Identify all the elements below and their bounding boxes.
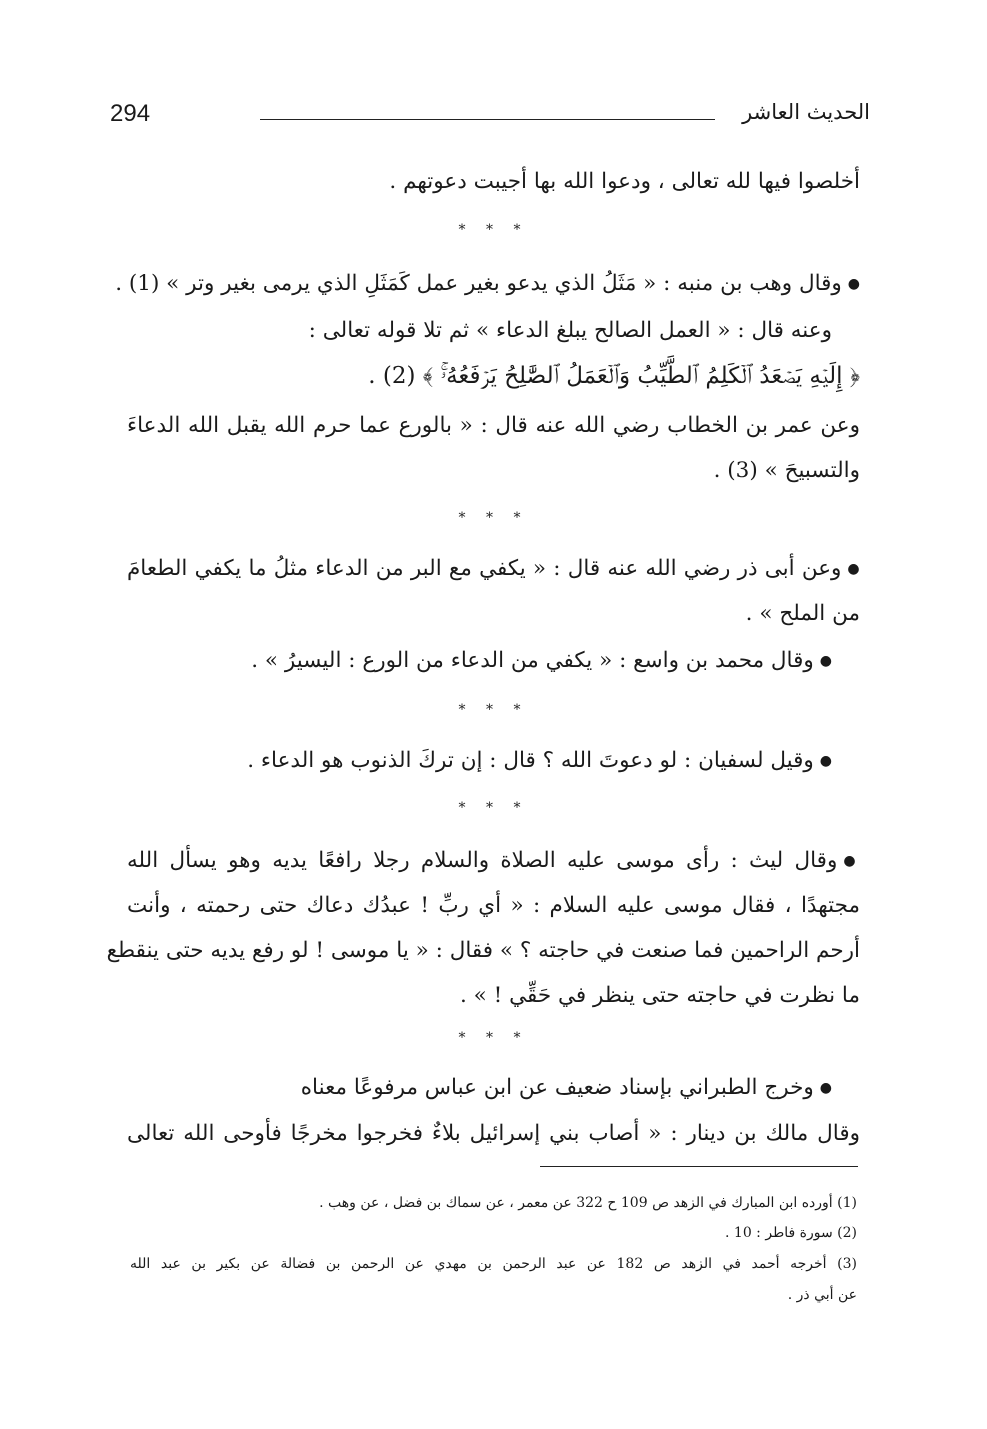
text-line: من الملح » . (745, 601, 860, 626)
running-title: الحديث العاشر (742, 100, 870, 124)
page-header (110, 100, 870, 136)
footnote: (3) أخرجه أحمد في الزهد ص 182 عن عبد الرحمن بن مهدي عن الرحمن بن فضالة عن بكير بن عبد الله (130, 1256, 857, 1272)
section-separator: * * * (458, 510, 529, 526)
bullet-icon: ● (843, 853, 860, 869)
text-line: وعنه قال : « العمل الصالح يبلغ الدعاء » ثم تلا قوله تعالى : (308, 318, 832, 343)
line-text: وقال محمد بن واسع : « يكفي من الدعاء من الورع : اليسيرُ » . (251, 648, 814, 673)
text-line (301, 1072, 832, 1104)
text-line (127, 845, 860, 877)
line-text: وقال وهب بن منبه : « مَثَلُ الذي يدعو بغير عمل كَمَثَلِ الذي يرمى بغير وتر » (1) . (115, 271, 842, 296)
page-number: 294 (110, 100, 151, 127)
text-line: والتسبيحَ » (3) . (713, 458, 860, 483)
line-text: وقيل لسفيان : لو دعوتَ الله ؟ قال : إن تركَ الذنوب هو الدعاء . (247, 748, 814, 773)
bullet-icon: ● (819, 1080, 832, 1096)
footnote: عن أبي ذر . (787, 1287, 857, 1303)
text-line (127, 553, 860, 585)
text-line: ما نظرت في حاجته حتى ينظر في حَقِّي ! » . (459, 983, 860, 1008)
section-separator: * * * (458, 702, 529, 718)
text-line (115, 268, 860, 300)
header-rule (260, 119, 715, 120)
text-line: وعن عمر بن الخطاب رضي الله عنه قال : « بالورع عما حرم الله يقبل الله الدعاءَ (127, 413, 860, 438)
text-line (247, 745, 832, 777)
quran-verse: ﴿ إِلَيۡهِ يَصۡعَدُ ٱلۡكَلِمُ ٱلطَّيِّبُ وَٱلۡعَمَلُ ٱلصَّٰلِحُ يَرۡفَعُهُۥۚ ﴾ (2) . (368, 363, 860, 389)
line-text: وعن أبى ذر رضي الله عنه قال : « يكفي مع البر من الدعاء مثلُ ما يكفي الطعامَ (127, 556, 842, 581)
text-line: أخلصوا فيها لله تعالى ، ودعوا الله بها أجيبت دعوتهم . (389, 169, 860, 194)
text-line: مجتهدًا ، فقال موسى عليه السلام : « أي ربِّ ! عبدُك دعاك حتى رحمته ، وأنت (127, 893, 860, 918)
bullet-icon: ● (847, 561, 860, 577)
footnote-rule (540, 1166, 858, 1167)
text-line: وقال مالك بن دينار : « أصاب بني إسرائيل بلاءٌ فخرجوا مخرجًا فأوحى الله تعالى (127, 1121, 860, 1146)
footnote: (1) أورده ابن المبارك في الزهد ص 109 ح 322 عن معمر ، عن سماك بن فضل ، عن وهب . (319, 1195, 857, 1211)
section-separator: * * * (458, 800, 529, 816)
section-separator: * * * (458, 1030, 529, 1046)
text-line: أرحم الراحمين فما صنعت في حاجته ؟ » فقال : « يا موسى ! لو رفع يديه حتى ينقطع (106, 938, 860, 963)
bullet-icon: ● (819, 653, 832, 669)
section-separator: * * * (458, 222, 529, 238)
bullet-icon: ● (847, 276, 860, 292)
line-text: وقال ليث : رأى موسى عليه الصلاة والسلام رجلا رافعًا يديه وهو يسأل الله (127, 848, 838, 873)
footnote: (2) سورة فاطر : 10 . (725, 1225, 857, 1241)
line-text: وخرج الطبراني بإسناد ضعيف عن ابن عباس مرفوعًا معناه (300, 1075, 814, 1100)
bullet-icon: ● (819, 753, 832, 769)
text-line (251, 645, 832, 677)
